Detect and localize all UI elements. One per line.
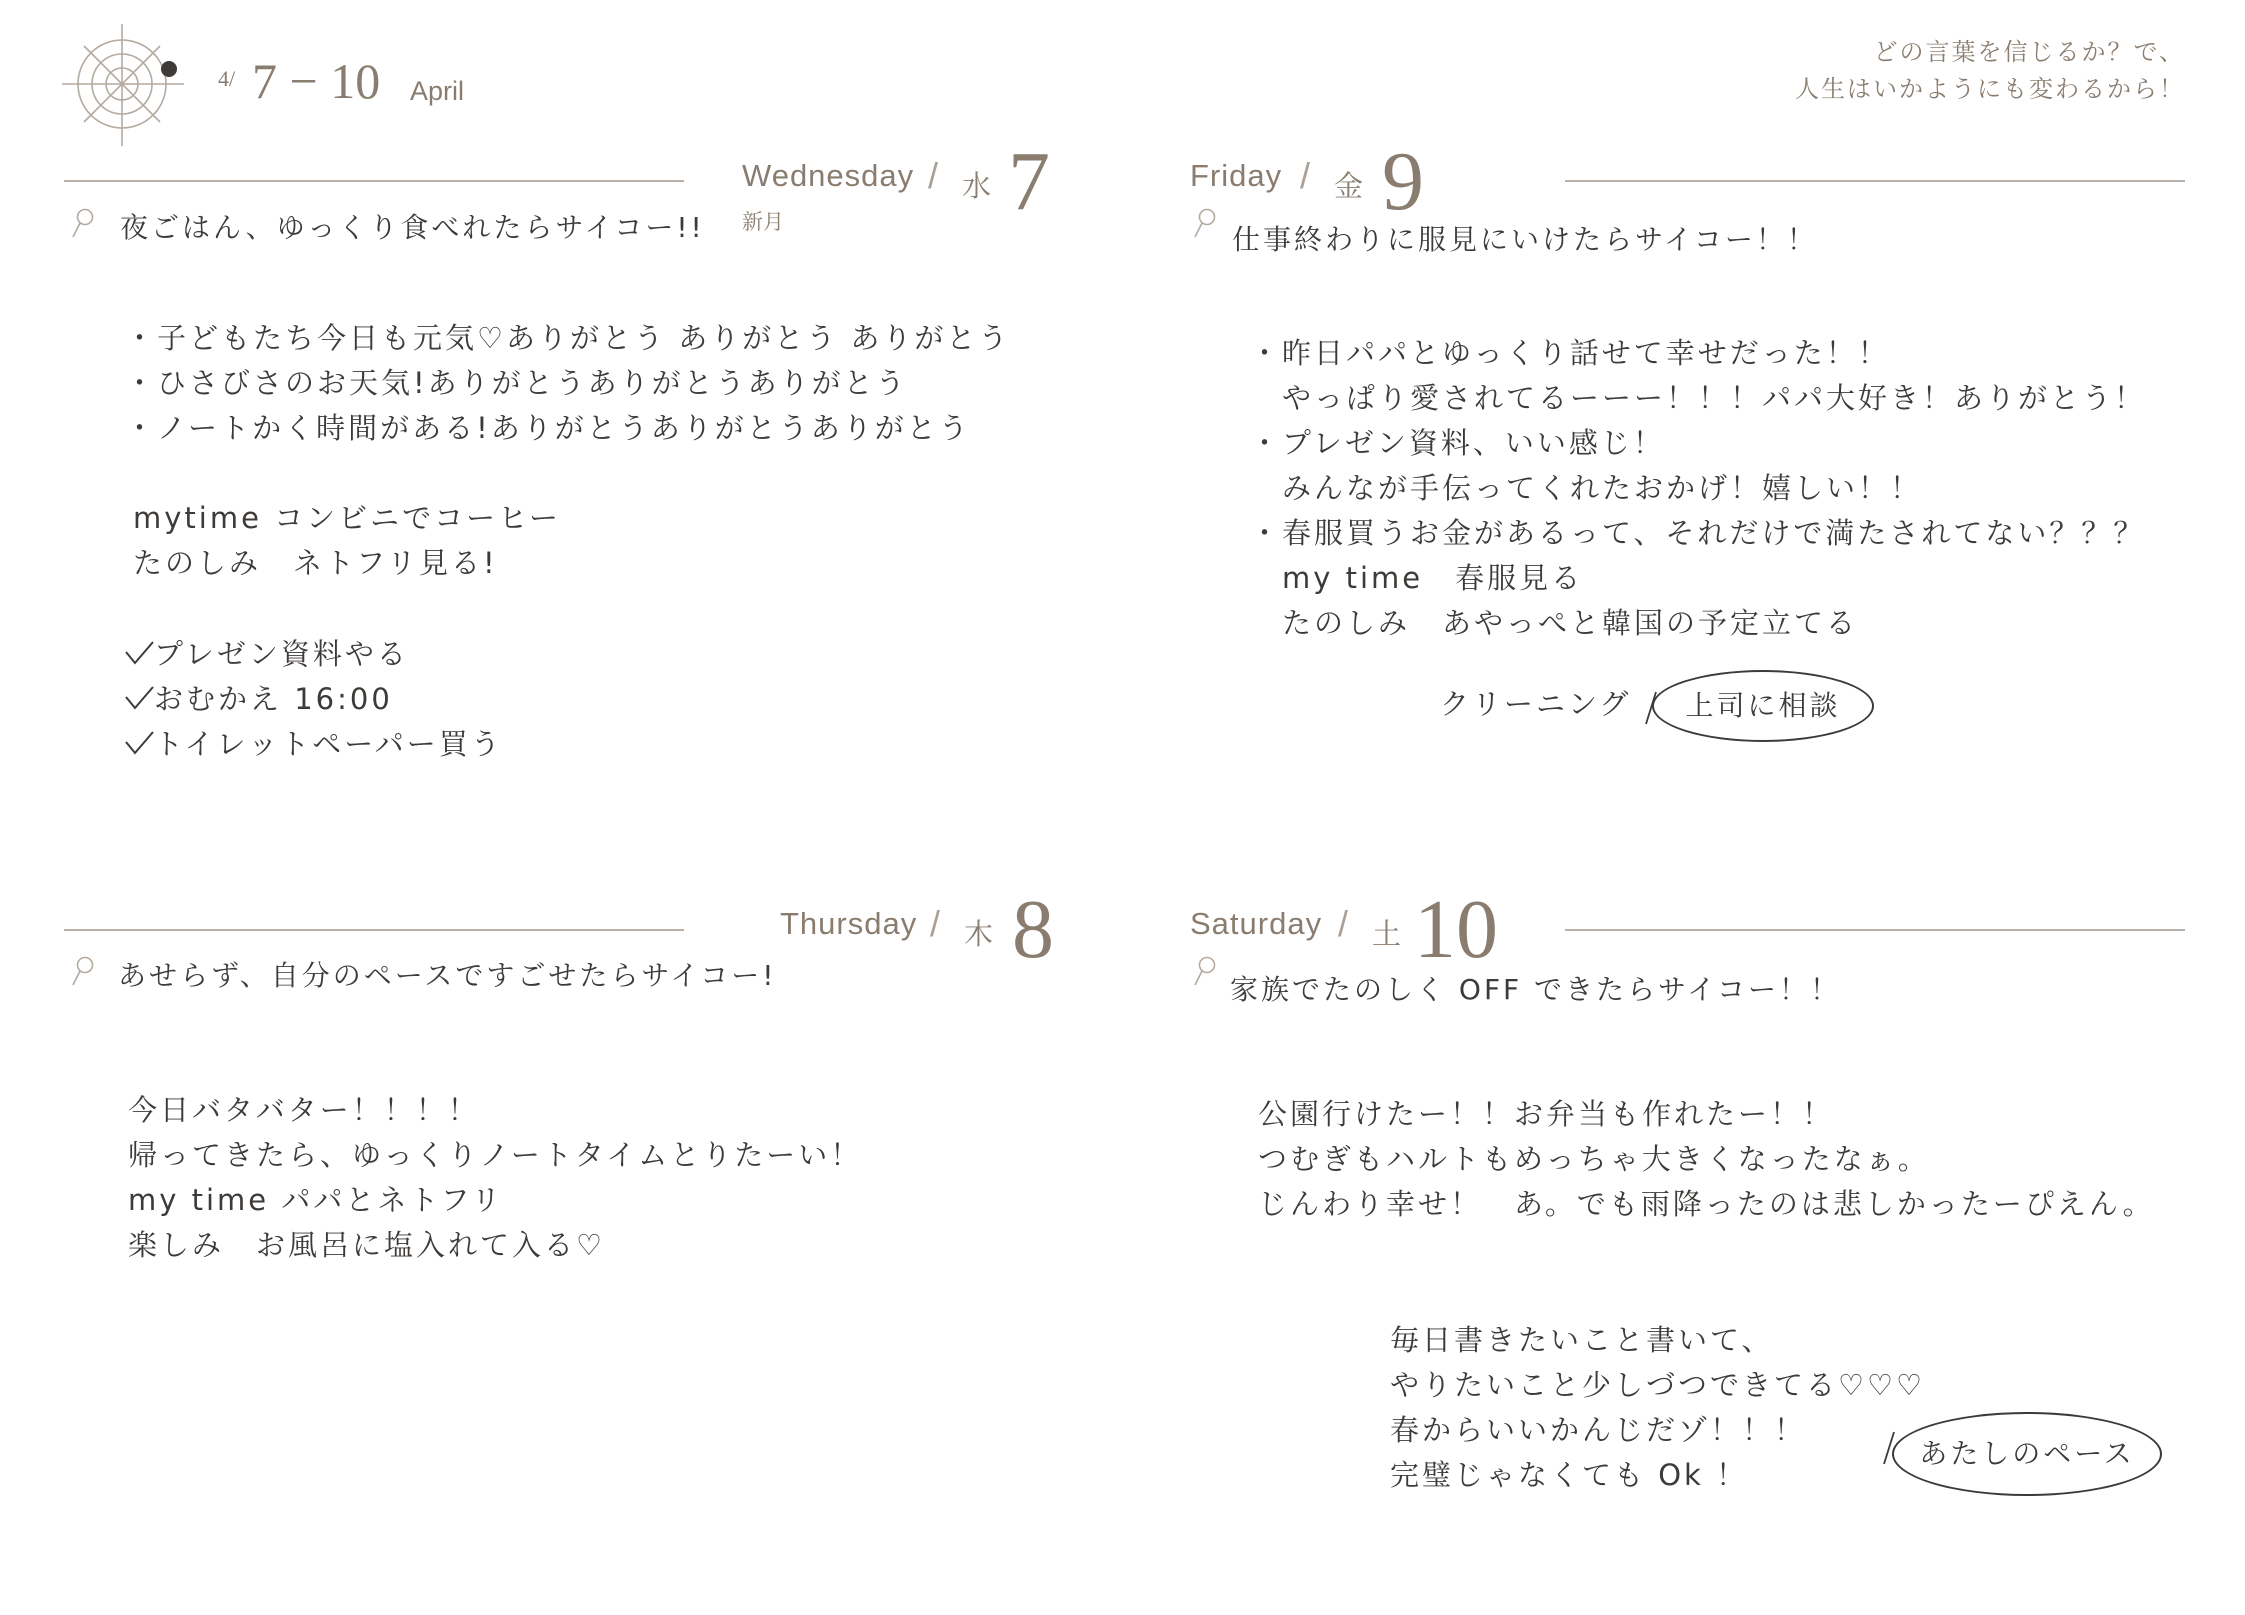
day-separator: / — [1300, 155, 1311, 196]
tag-circled: あたしのペース — [1892, 1412, 2162, 1496]
day-name: Friday — [1190, 158, 1283, 193]
task-item — [124, 722, 503, 767]
day-kanji: 土 — [1372, 917, 1402, 951]
day-kanji: 金 — [1334, 169, 1364, 203]
day-notes-secondary — [1390, 1318, 1925, 1498]
day-goal: 家族でたのしく OFF できたらサイコー！！ — [1230, 973, 1841, 1006]
note-line: たのしみ あやっぺと韓国の予定立てる — [1250, 606, 1859, 640]
day-notes — [1250, 331, 2146, 646]
note-line: 完璧じゃなくても Ok ！ — [1390, 1458, 1749, 1492]
day-goal: 夜ごはん、ゆっくり食べれたらサイコー!! — [120, 211, 705, 244]
quote-line: どの言葉を信じるか？で、 — [1873, 38, 2185, 66]
pin-icon — [1192, 206, 1218, 240]
pin-icon — [70, 206, 96, 240]
pin-icon — [1192, 954, 1218, 988]
tag-plain: クリーニング — [1440, 687, 1632, 721]
note-line: my time パパとネトフリ — [128, 1183, 504, 1217]
day-separator: / — [930, 903, 941, 944]
check-icon — [124, 728, 154, 758]
day-kanji: 水 — [962, 169, 992, 203]
note-line: たのしみ ネトフリ見る! — [133, 546, 498, 580]
moon-phase: 新月 — [742, 210, 784, 234]
task-label: トイレットペーパー買う — [154, 727, 503, 761]
note-line: やっぱり愛されてるーーー！！！パパ大好き！ありがとう！ — [1250, 381, 2147, 415]
day-name: Thursday — [780, 906, 918, 941]
note-line — [125, 451, 1010, 496]
note-line: ・昨日パパとゆっくり話せて幸せだった！！ — [1250, 336, 1890, 370]
note-line: 今日バタバター！！！！ — [128, 1093, 480, 1127]
day-divider — [64, 180, 684, 182]
day-divider — [1565, 180, 2185, 182]
task-label: おむかえ 16:00 — [154, 682, 393, 716]
day-number: 7 — [1008, 135, 1050, 228]
day-notes — [128, 1088, 862, 1268]
pin-icon — [70, 954, 96, 988]
day-number: 8 — [1012, 883, 1054, 976]
date-range: 7 − 10 — [252, 53, 381, 109]
day-divider — [64, 929, 684, 931]
task-item — [124, 677, 503, 722]
note-line: じんわり幸せ！ あ。でも雨降ったのは悲しかったーぴえん。 — [1258, 1187, 2155, 1221]
note-line: 毎日書きたいこと書いて、 — [1390, 1323, 1774, 1357]
day-notes — [1258, 1092, 2155, 1227]
day-separator: / — [928, 155, 939, 196]
day-number: 10 — [1414, 883, 1498, 976]
day-goal: 仕事終わりに服見にいけたらサイコー！！ — [1232, 223, 1818, 256]
day-number: 9 — [1382, 135, 1424, 228]
note-line: 楽しみ お風呂に塩入れて入る♡ — [128, 1228, 605, 1262]
day-notes — [125, 316, 1010, 586]
day-divider — [1565, 929, 2185, 931]
quote-line: 人生はいかようにも変わるから！ — [1795, 75, 2185, 104]
month-name: April — [410, 76, 465, 106]
note-line: ・子どもたち今日も元気♡ありがとう ありがとう ありがとう — [125, 321, 1011, 355]
note-line: 春からいいかんじだゾ！！！ — [1390, 1413, 1807, 1447]
check-icon — [124, 638, 154, 668]
note-line: ・ひさびさのお天気!ありがとうありがとうありがとう — [125, 366, 908, 400]
note-line: my time 春服見る — [1250, 561, 1584, 595]
note-line: ・プレゼン資料、いい感じ！ — [1250, 426, 1665, 460]
note-line: 公園行けたー！！お弁当も作れたー！！ — [1258, 1097, 1835, 1131]
day-name: Wednesday — [742, 158, 915, 193]
day-separator: / — [1338, 903, 1349, 944]
note-line: みんなが手伝ってくれたおかげ！嬉しい！！ — [1250, 471, 1923, 505]
note-line: やりたいこと少しづつできてる♡♡♡ — [1390, 1368, 1925, 1402]
task-item — [124, 632, 503, 677]
note-line: mytime コンビニでコーヒー — [133, 501, 561, 535]
note-line: ・ノートかく時間がある!ありがとうありがとうありがとう — [125, 411, 971, 445]
note-line: ・春服買うお金があるって、それだけで満たされてない？？？ — [1250, 516, 2146, 550]
note-line: 帰ってきたら、ゆっくりノートタイムとりたーい！ — [128, 1138, 863, 1172]
task-label: プレゼン資料やる — [154, 637, 409, 671]
check-icon — [124, 683, 154, 713]
header-quote — [1795, 34, 2185, 108]
day-kanji: 木 — [964, 917, 994, 951]
day-name: Saturday — [1190, 906, 1323, 941]
task-list — [124, 632, 503, 767]
compass-wheel-icon — [60, 22, 188, 150]
day-goal: あせらず、自分のペースですごせたらサイコー! — [118, 959, 777, 992]
month-prefix: 4/ — [218, 66, 236, 91]
tag-circled: 上司に相談 — [1652, 670, 1874, 742]
note-line: つむぎもハルトもめっちゃ大きくなったなぁ。 — [1258, 1142, 1930, 1176]
